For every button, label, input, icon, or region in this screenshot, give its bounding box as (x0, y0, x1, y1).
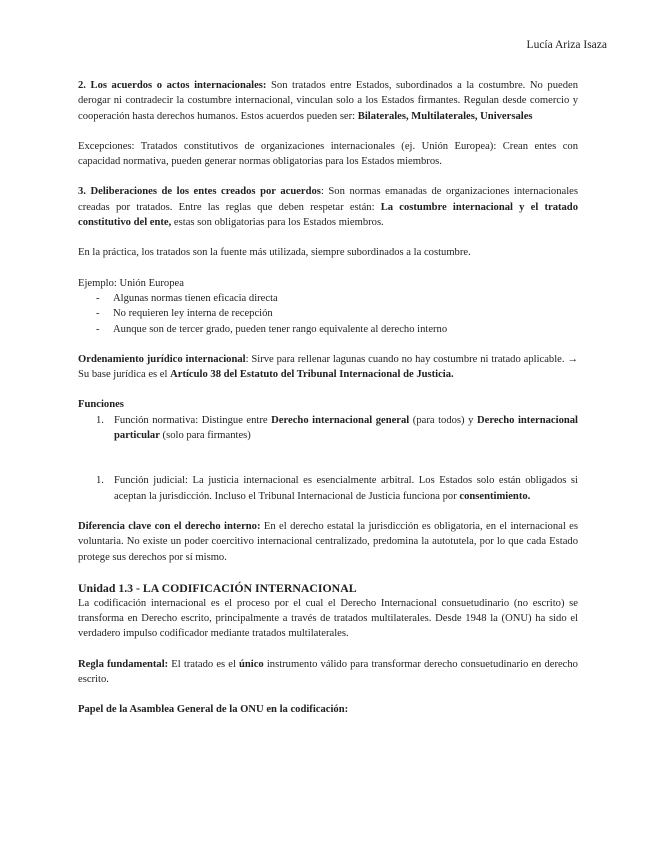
section-2-title: 2. Los acuerdos o actos internacionales: (78, 80, 267, 91)
funcion-normativa-text-2: (para todos) y (409, 414, 477, 426)
unidad-paragraph: La codificación internacional es el proceso por el cual el Derecho Internacional consuetudinario (no escrito) se transforma en Derecho escrito, principalmente a través de tratados multilaterales. Desde 1948 la (ONU) ha sido el verdadero impulso codificador mediante tratados multilaterales. (78, 597, 578, 640)
diferencia-paragraph (78, 519, 578, 565)
list-number: 1. (96, 414, 104, 426)
ordenamiento-text: : Sirve para rellenar lagunas cuando no hay costumbre ni tratado aplicable. → Su base jurídica es el (78, 353, 578, 381)
list-item-text: No requieren ley interna de recepción (113, 308, 273, 320)
diferencia-text: En el derecho estatal la jurisdicción es obligatoria, en el internacional es voluntaria. No existe un poder coercitivo internacional centralizado, predomina la autotutela, por lo que cada Estado protege sus derechos por sí mismo. (78, 520, 578, 563)
unidad-heading (78, 580, 578, 596)
ordenamiento-ref: Artículo 38 del Estatuto del Tribunal Internacional de Justicia. (170, 369, 454, 381)
ejemplo-title: Ejemplo: Unión Europea (78, 277, 184, 289)
funciones-title (78, 397, 578, 412)
ordenamiento-title: Ordenamiento jurídico internacional (78, 353, 246, 365)
regla-title: Regla fundamental: (78, 658, 169, 670)
funcion-normativa-text-3: (solo para firmantes) (159, 430, 251, 442)
funcion-judicial-text: Función judicial: La justicia internacional es esencialmente arbitral. Los Estados solo están obligados si aceptan la jurisdicción. Incluso el Tribunal Internacional de Justicia funciona por (114, 475, 578, 502)
diferencia-title: Diferencia clave con el derecho interno: (78, 520, 261, 532)
ejemplo-list (78, 291, 578, 337)
derecho-particular-term: Derecho internacional particular (114, 414, 578, 442)
list-number: 1. (96, 475, 104, 487)
funciones-title-text: Funciones (78, 399, 124, 411)
dash-bullet: - (96, 323, 100, 335)
page-header-author: Lucía Ariza Isaza (526, 39, 607, 51)
funcion-judicial (78, 473, 578, 504)
section-3-text-2: estas son obligatorias para los Estados miembros. (171, 217, 384, 229)
funcion-normativa-text: Función normativa: Distingue entre (114, 414, 272, 426)
practica-paragraph: En la práctica, los tratados son la fuente más utilizada, siempre subordinados a la costumbre. (78, 247, 471, 259)
section-3-paragraph (78, 184, 578, 230)
section-2-text: Son tratados entre Estados, subordinados a la costumbre. No pueden derogar ni contradecir la costumbre internacional, vinculan solo a los Estados firmantes. Regulan desde comercio y cooperación hasta derechos humanos. Estos acuerdos pueden ser: (78, 80, 578, 122)
regla-text-2: instrumento válido para transformar derecho consuetudinario en derecho escrito. (78, 658, 578, 686)
document-body (78, 78, 578, 718)
dash-bullet: - (96, 292, 100, 304)
list-item (78, 291, 578, 306)
section-2-types: Bilaterales, Multilaterales, Universales (357, 110, 533, 122)
funcion-normativa (78, 413, 578, 444)
section-3-title: 3. Deliberaciones de los entes creados por acuerdos (78, 186, 321, 198)
regla-paragraph (78, 657, 578, 688)
ordenamiento-paragraph (78, 352, 578, 383)
papel-heading (78, 702, 578, 717)
list-item-text: Aunque son de tercer grado, pueden tener rango equivalente al derecho interno (113, 323, 448, 335)
list-item (78, 306, 578, 321)
papel-title: Papel de la Asamblea General de la ONU en la codificación: (78, 704, 349, 716)
list-item-text: Algunas normas tienen eficacia directa (113, 292, 278, 304)
excepciones-paragraph: Excepciones: Tratados constitutivos de organizaciones internacionales (ej. Unión Europea): Crean entes con capacidad normativa, pueden generar normas obligatorias para los Estados miembros. (78, 140, 578, 168)
unidad-title: Unidad 1.3 - LA CODIFICACIÓN INTERNACIONAL (78, 580, 357, 595)
unico-term: único (239, 658, 264, 670)
consentimiento-term: consentimiento. (459, 490, 531, 502)
section-3-rules: La costumbre internacional y el tratado constitutivo del ente, (78, 201, 578, 229)
section-3-text: : Son normas emanadas de organizaciones internacionales creadas por tratados. Entre las reglas que deben respetar están: (78, 186, 578, 213)
derecho-general-term: Derecho internacional general (271, 414, 410, 426)
section-2-paragraph (78, 78, 578, 124)
dash-bullet: - (96, 308, 100, 320)
list-item (78, 322, 578, 337)
regla-text: El tratado es el (168, 658, 239, 670)
